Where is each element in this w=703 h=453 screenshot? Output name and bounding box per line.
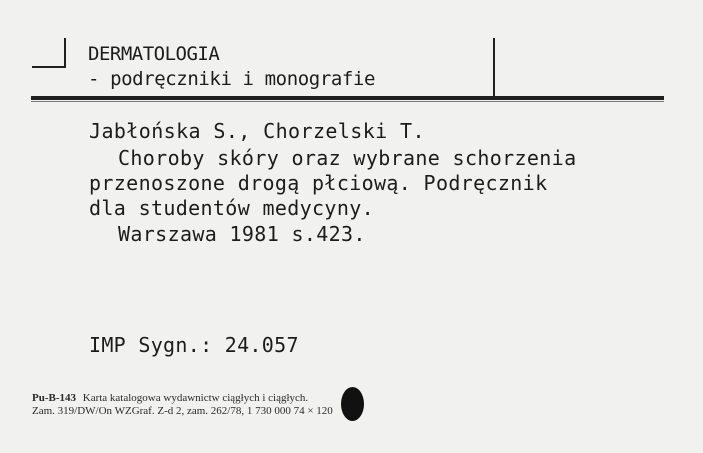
entry-title-line-3: dla studentów medycyny. bbox=[89, 196, 374, 220]
heading-divider bbox=[493, 38, 495, 96]
corner-mark-vertical bbox=[64, 38, 66, 68]
footer-line-2: Zam. 319/DW/On WZGraf. Z-d 2, zam. 262/78, 1 730 000 74 × 120 bbox=[32, 405, 333, 417]
corner-mark-horizontal bbox=[32, 66, 66, 68]
subject-subheading: - podręczniki i monografie bbox=[88, 68, 376, 90]
entry-title-line-1: Choroby skóry oraz wybrane schorzenia bbox=[118, 146, 577, 170]
header-rule-shadow bbox=[31, 101, 664, 102]
punch-hole bbox=[341, 387, 364, 421]
footer-form-code: Pu-B-143 bbox=[32, 392, 76, 404]
footer-form-description: Karta katalogowa wydawnictw ciągłych i ciągłych. bbox=[82, 392, 309, 404]
entry-author: Jabłońska S., Chorzelski T. bbox=[89, 119, 425, 143]
subject-heading: DERMATOLOGIA bbox=[88, 43, 220, 65]
entry-title-line-2: przenoszone drogą płciową. Podręcznik bbox=[89, 171, 548, 195]
call-number: IMP Sygn.: 24.057 bbox=[89, 333, 299, 357]
entry-publication: Warszawa 1981 s.423. bbox=[118, 222, 366, 246]
header-rule bbox=[31, 96, 664, 100]
footer-line-1 bbox=[32, 392, 308, 404]
